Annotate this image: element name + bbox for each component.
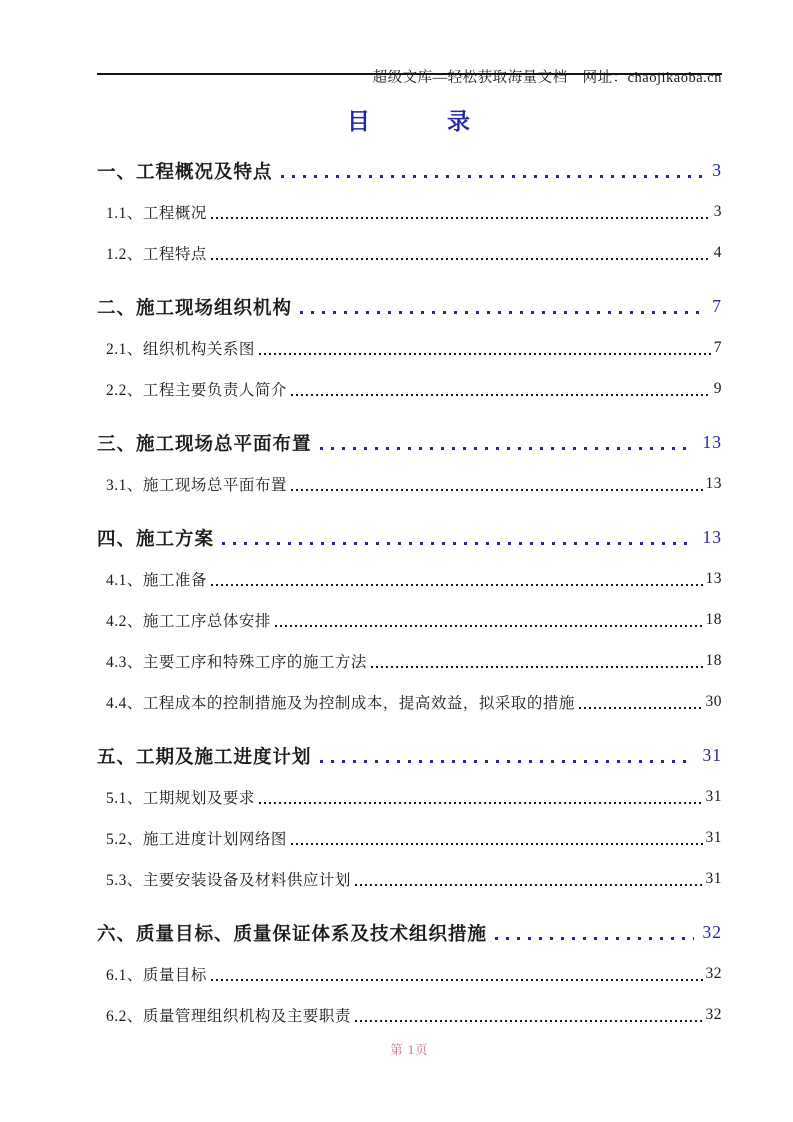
toc-entry[interactable] [97,681,722,722]
toc-dot-leader [281,150,704,191]
toc-dot-leader [211,953,703,994]
toc-page-number: 13 [705,569,722,587]
toc-entry-label: 2.1、组织机构关系图 [106,340,255,358]
toc-page-number: 3 [712,160,722,180]
toc-entry-label: 二、施工现场组织机构 [97,298,293,319]
toc-page-number: 32 [702,922,722,942]
toc-entry-label: 四、施工方案 [97,529,215,550]
toc-page-number: 31 [705,869,722,887]
toc-dot-leader [259,327,711,368]
toc-dot-leader [495,912,693,953]
toc-page-number: 18 [705,651,722,669]
toc-page-number: 7 [712,296,722,316]
toc-entry[interactable] [97,953,722,994]
toc-dot-leader [275,599,703,640]
toc-entry-label: 5.3、主要安装设备及材料供应计划 [106,871,351,889]
toc-page-number: 32 [705,1005,722,1023]
toc-entry-label: 6.1、质量目标 [106,966,207,984]
page-footer: 第 1页 [390,1043,429,1057]
toc-entry-label: 4.4、工程成本的控制措施及为控制成本，提高效益，拟采取的措施 [106,694,575,712]
toc-dot-leader [291,368,711,409]
toc-entry-label: 1.1、工程概况 [106,204,207,222]
toc-entry[interactable] [97,640,722,681]
toc-dot-leader [291,817,703,858]
toc-entry[interactable] [97,517,722,558]
toc-page-number: 13 [702,432,722,452]
toc-dot-leader [211,232,711,273]
toc-page-number: 30 [705,692,722,710]
toc-page-number: 31 [705,787,722,805]
toc-entry[interactable] [97,327,722,368]
toc-dot-leader [371,640,703,681]
toc-entry-label: 6.2、质量管理组织机构及主要职责 [106,1007,351,1025]
toc-entry[interactable] [97,150,722,191]
toc-entry[interactable] [97,994,722,1035]
toc-entry[interactable] [97,368,722,409]
toc-entry[interactable] [97,558,722,599]
toc-entry[interactable] [97,286,722,327]
toc-entry-label: 4.3、主要工序和特殊工序的施工方法 [106,653,367,671]
toc-entry-label: 一、工程概况及特点 [97,162,273,183]
toc-entry[interactable] [97,776,722,817]
toc-dot-leader [320,735,694,776]
toc-dot-leader [355,994,703,1035]
toc-page-number: 7 [713,338,722,356]
toc-entry-label: 3.1、施工现场总平面布置 [106,476,287,494]
header-watermark-text: 超级文库—轻松获取海量文档 网址：chaojikaoba.cn [372,70,722,86]
toc-entry[interactable] [97,191,722,232]
toc-entry-label: 1.2、工程特点 [106,245,207,263]
toc-entry[interactable] [97,463,722,504]
toc-page-number: 18 [705,610,722,628]
header-divider [97,73,722,75]
toc-page-number: 4 [713,243,722,261]
toc-dot-leader [291,463,703,504]
toc-entry[interactable] [97,599,722,640]
toc-entry[interactable] [97,858,722,899]
table-of-contents [97,150,722,1035]
toc-dot-leader [579,681,703,722]
toc-page-number: 3 [713,202,722,220]
toc-page-number: 31 [702,745,722,765]
toc-dot-leader [300,286,703,327]
toc-entry[interactable] [97,912,722,953]
toc-dot-leader [320,422,694,463]
page-header [97,49,722,104]
toc-page-number: 9 [713,379,722,397]
toc-entry[interactable] [97,232,722,273]
toc-entry[interactable] [97,735,722,776]
toc-entry-label: 4.1、施工准备 [106,571,207,589]
toc-entry[interactable] [97,817,722,858]
toc-entry-label: 五、工期及施工进度计划 [97,747,312,768]
toc-entry-label: 5.2、施工进度计划网络图 [106,830,287,848]
toc-page-number: 13 [702,527,722,547]
toc-dot-leader [355,858,703,899]
toc-entry-label: 4.2、施工工序总体安排 [106,612,271,630]
toc-entry[interactable] [97,422,722,463]
toc-page-number: 13 [705,474,722,492]
toc-dot-leader [259,776,703,817]
toc-entry-label: 三、施工现场总平面布置 [97,434,312,455]
toc-entry-label: 5.1、工期规划及要求 [106,789,255,807]
page-title: 目 录 [347,109,472,134]
toc-dot-leader [222,517,693,558]
toc-page-number: 32 [705,964,722,982]
toc-dot-leader [211,558,703,599]
toc-entry-label: 2.2、工程主要负责人简介 [106,381,287,399]
toc-entry-label: 六、质量目标、质量保证体系及技术组织措施 [97,924,488,945]
toc-page-number: 31 [705,828,722,846]
toc-dot-leader [211,191,711,232]
